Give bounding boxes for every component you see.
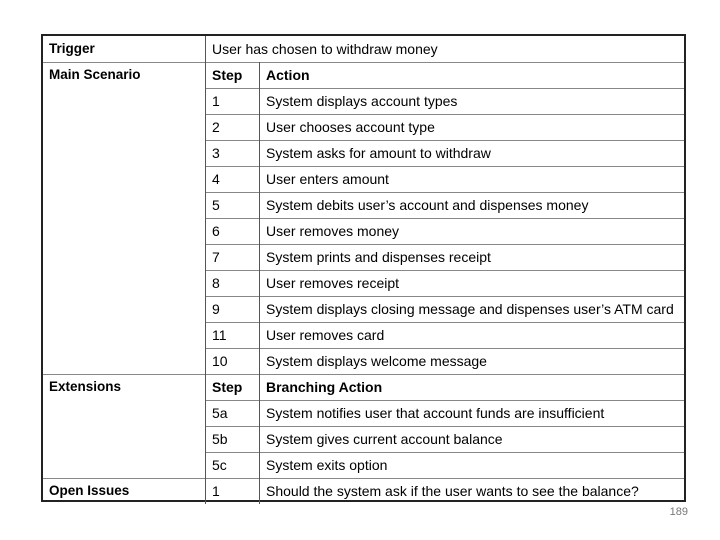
table-row — [43, 270, 684, 296]
table-row — [43, 114, 684, 140]
step-cell: 5a — [205, 400, 259, 426]
open-issues-label: Open Issues — [49, 483, 130, 498]
main-scenario-header-row — [43, 62, 684, 88]
action-cell: System asks for amount to withdraw — [259, 140, 684, 166]
table-row — [43, 322, 684, 348]
row-label-cell — [43, 114, 205, 140]
row-label-cell — [43, 88, 205, 114]
extensions-label: Extensions — [49, 379, 122, 394]
action-cell: User chooses account type — [259, 114, 684, 140]
action-cell: System exits option — [259, 452, 684, 478]
table-row — [43, 400, 684, 426]
step-cell: 8 — [205, 270, 259, 296]
action-cell: System displays welcome message — [259, 348, 684, 374]
action-cell: User removes money — [259, 218, 684, 244]
extensions-action-header: Branching Action — [259, 374, 684, 400]
action-cell: System debits user’s account and dispenses money — [259, 192, 684, 218]
row-label-cell — [43, 192, 205, 218]
trigger-label: Trigger — [49, 41, 95, 56]
open-issues-action: Should the system ask if the user wants to see the balance? — [259, 478, 684, 504]
step-cell: 3 — [205, 140, 259, 166]
open-issues-step: 1 — [205, 478, 259, 504]
action-cell: System gives current account balance — [259, 426, 684, 452]
table-row — [43, 140, 684, 166]
open-issues-row — [43, 478, 684, 504]
action-cell: User removes receipt — [259, 270, 684, 296]
extensions-step-header: Step — [205, 374, 259, 400]
row-label-cell — [43, 348, 205, 374]
step-cell: 2 — [205, 114, 259, 140]
action-cell: System displays closing message and dispenses user’s ATM card — [259, 296, 684, 322]
step-cell: 9 — [205, 296, 259, 322]
row-label-cell — [43, 270, 205, 296]
step-cell: 7 — [205, 244, 259, 270]
action-cell: System displays account types — [259, 88, 684, 114]
use-case-table — [41, 34, 686, 502]
row-label-cell — [43, 322, 205, 348]
main-scenario-label: Main Scenario — [49, 67, 141, 82]
table-row — [43, 452, 684, 478]
row-label-cell — [43, 426, 205, 452]
row-label-cell — [43, 400, 205, 426]
table-row — [43, 296, 684, 322]
step-cell: 11 — [205, 322, 259, 348]
action-cell: System notifies user that account funds are insufficient — [259, 400, 684, 426]
step-cell: 5 — [205, 192, 259, 218]
step-cell: 5b — [205, 426, 259, 452]
step-cell: 5c — [205, 452, 259, 478]
table-row — [43, 218, 684, 244]
row-label-cell — [43, 296, 205, 322]
table-row — [43, 244, 684, 270]
trigger-row — [43, 36, 684, 62]
row-label-cell — [43, 166, 205, 192]
table-row — [43, 192, 684, 218]
step-cell: 4 — [205, 166, 259, 192]
row-label-cell — [43, 244, 205, 270]
table-row — [43, 88, 684, 114]
action-cell: User removes card — [259, 322, 684, 348]
step-cell: 1 — [205, 88, 259, 114]
page-number: 189 — [669, 506, 688, 518]
row-label-cell — [43, 452, 205, 478]
main-action-header: Action — [259, 62, 684, 88]
step-cell: 10 — [205, 348, 259, 374]
main-step-header: Step — [205, 62, 259, 88]
action-cell: System prints and dispenses receipt — [259, 244, 684, 270]
table-row — [43, 166, 684, 192]
row-label-cell — [43, 140, 205, 166]
step-cell: 6 — [205, 218, 259, 244]
table-row — [43, 348, 684, 374]
extensions-header-row — [43, 374, 684, 400]
trigger-value: User has chosen to withdraw money — [205, 36, 684, 62]
row-label-cell — [43, 218, 205, 244]
table-row — [43, 426, 684, 452]
action-cell: User enters amount — [259, 166, 684, 192]
